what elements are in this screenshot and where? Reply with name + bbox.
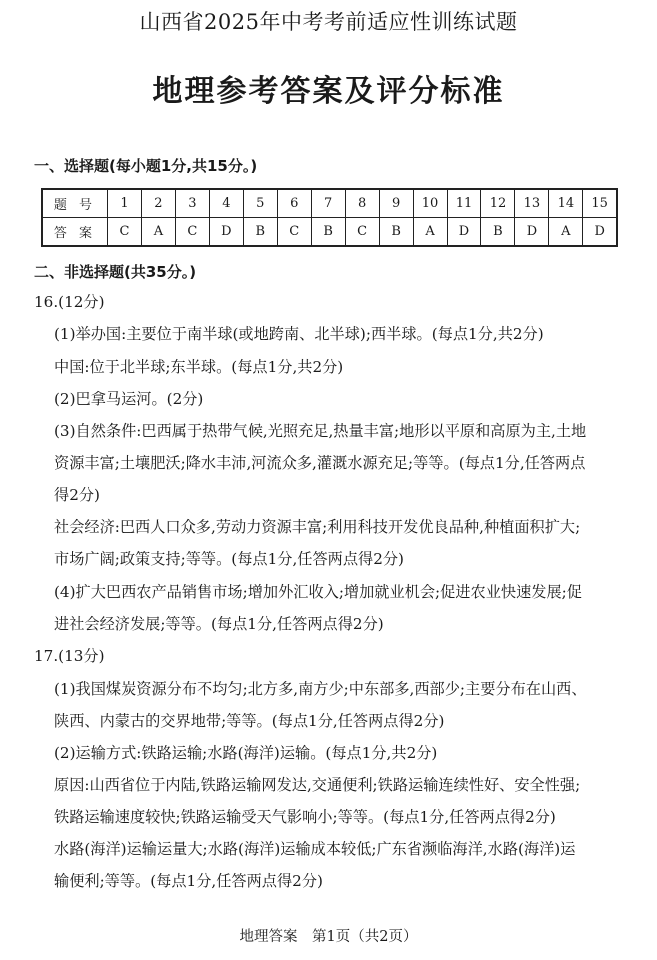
answer-line: 输便利;等等。(每点1分,任答两点得2分) bbox=[54, 872, 323, 890]
answer-cell: C bbox=[345, 218, 379, 247]
answer-cell: A bbox=[549, 218, 583, 247]
answer-line: (2)巴拿马运河。(2分) bbox=[54, 390, 204, 408]
answer-cell: B bbox=[379, 218, 413, 247]
answer-line: (3)自然条件:巴西属于热带气候,光照充足,热量丰富;地形以平原和高原为主,土地 bbox=[54, 422, 587, 440]
question-number-cell: 1 bbox=[108, 189, 142, 218]
answer-cell: D bbox=[447, 218, 481, 247]
question-number-cell: 4 bbox=[209, 189, 243, 218]
answer-line: (1)举办国:主要位于南半球(或地跨南、北半球);西半球。(每点1分,共2分) bbox=[54, 325, 544, 343]
answer-line: 社会经济:巴西人口众多,劳动力资源丰富;利用科技开发优良品种,种植面积扩大; bbox=[54, 518, 581, 536]
answer-table bbox=[41, 188, 618, 247]
answer-line: 中国:位于北半球;东半球。(每点1分,共2分) bbox=[54, 358, 344, 376]
question-number-cell: 7 bbox=[311, 189, 345, 218]
question-number-cell: 9 bbox=[379, 189, 413, 218]
answer-line: 资源丰富;土壤肥沃;降水丰沛,河流众多,灌溉水源充足;等等。(每点1分,任答两点 bbox=[54, 454, 586, 472]
answer-line: 进社会经济发展;等等。(每点1分,任答两点得2分) bbox=[54, 615, 384, 633]
document-title: 地理参考答案及评分标准 bbox=[152, 74, 505, 109]
row-label-number: 题 号 bbox=[42, 189, 108, 218]
exam-title: 山西省2025年中考考前适应性训练试题 bbox=[139, 10, 518, 34]
answer-row bbox=[42, 218, 617, 247]
question-number-cell: 12 bbox=[481, 189, 515, 218]
answer-cell: B bbox=[243, 218, 277, 247]
question-number-cell: 2 bbox=[141, 189, 175, 218]
section1-heading: 一、选择题(每小题1分,共15分。) bbox=[34, 157, 258, 175]
question-heading: 16.(12分) bbox=[34, 293, 105, 311]
answer-line: 水路(海洋)运输运量大;水路(海洋)运输成本较低;广东省濒临海洋,水路(海洋)运 bbox=[54, 840, 576, 858]
question-number-cell: 10 bbox=[413, 189, 447, 218]
answer-cell: D bbox=[583, 218, 617, 247]
page-footer: 地理答案 第1页（共2页） bbox=[239, 929, 418, 945]
question-number-row bbox=[42, 189, 617, 218]
question-heading: 17.(13分) bbox=[34, 647, 105, 665]
answer-line: 原因:山西省位于内陆,铁路运输网发达,交通便利;铁路运输连续性好、安全性强; bbox=[54, 776, 581, 794]
question-number-cell: 11 bbox=[447, 189, 481, 218]
answer-cell: B bbox=[311, 218, 345, 247]
answer-line: (1)我国煤炭资源分布不均匀;北方多,南方少;中东部多,西部少;主要分布在山西、 bbox=[54, 680, 587, 698]
question-number-cell: 14 bbox=[549, 189, 583, 218]
answer-cell: A bbox=[141, 218, 175, 247]
row-label-answer: 答 案 bbox=[42, 218, 108, 247]
question-number-cell: 3 bbox=[175, 189, 209, 218]
answer-cell: B bbox=[481, 218, 515, 247]
answer-line: (2)运输方式:铁路运输;水路(海洋)运输。(每点1分,共2分) bbox=[54, 744, 438, 762]
answer-cell: C bbox=[108, 218, 142, 247]
answer-cell: C bbox=[277, 218, 311, 247]
answer-line: 陕西、内蒙古的交界地带;等等。(每点1分,任答两点得2分) bbox=[54, 712, 445, 730]
question-number-cell: 15 bbox=[583, 189, 617, 218]
answer-line: 市场广阔;政策支持;等等。(每点1分,任答两点得2分) bbox=[54, 550, 404, 568]
answer-line: (4)扩大巴西农产品销售市场;增加外汇收入;增加就业机会;促进农业快速发展;促 bbox=[54, 583, 582, 601]
answer-line: 得2分) bbox=[54, 486, 100, 504]
question-number-cell: 13 bbox=[515, 189, 549, 218]
question-number-cell: 5 bbox=[243, 189, 277, 218]
answer-cell: D bbox=[209, 218, 243, 247]
answer-cell: D bbox=[515, 218, 549, 247]
answer-cell: C bbox=[175, 218, 209, 247]
answer-cell: A bbox=[413, 218, 447, 247]
section2-heading: 二、非选择题(共35分。) bbox=[34, 263, 197, 281]
answer-line: 铁路运输速度较快;铁路运输受天气影响小;等等。(每点1分,任答两点得2分) bbox=[54, 808, 556, 826]
question-number-cell: 6 bbox=[277, 189, 311, 218]
question-number-cell: 8 bbox=[345, 189, 379, 218]
